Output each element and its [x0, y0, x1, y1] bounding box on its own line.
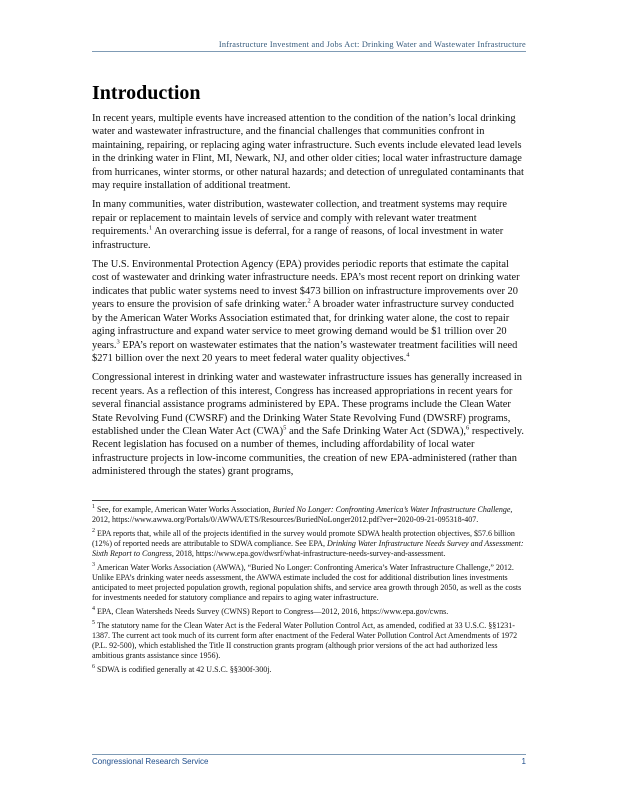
footnote-ref-5[interactable]: 5: [283, 424, 287, 432]
paragraph-2: [92, 198, 526, 252]
footnote-text: EPA reports that, while all of the projects identified in the survey would promote SDWA health protection objectives, $57.6 billion (12%) of reported needs are attributable to SDWA compliance. See EPA,: [92, 529, 515, 548]
footnote-number: 1: [92, 504, 95, 511]
footnote-number: 6: [92, 664, 95, 671]
paragraph-3-text-b: A broader water infrastructure survey conducted by the American Water Works Association estimated that, for drinking water alone, the cost to repair aging infrastructure and expand water service to meet growing demand would be $1 trillion over 20 years.: [92, 299, 514, 351]
footnote-ref-4[interactable]: 4: [406, 351, 410, 359]
footnote-4: [92, 607, 526, 617]
section-heading: Introduction: [92, 82, 201, 104]
footnote-text: The statutory name for the Clean Water Act is the Federal Water Pollution Control Act, as amended, codified at 33 U.S.C. §§1231-1387. The current act took much of its current form after enactment of the Federal Water Pollution Control Act Amendments of 1972 (P.L. 92-500), which established the Title II construction grants program (although prior versions of the act had authorized less ambitious grants assistance since 1956).: [92, 621, 518, 660]
footnote-text: See, for example, American Water Works Association,: [97, 505, 273, 514]
footnote-text: American Water Works Association (AWWA), “Buried No Longer: Confronting America’s Water Infrastructure Challenge,” 2012. Unlike EPA’s drinking water needs assessment, the AWWA estimate included the cost for additional distribution lines investments anticipated to meet projected population growth, regional population shifts, and service area growth through 2050, as well as the costs for investments needed for statutory compliance and repairs to aging water infrastructure.: [92, 563, 522, 602]
footnote-1: [92, 505, 526, 525]
body-text: [92, 112, 526, 485]
page-number: 1: [521, 757, 526, 766]
paragraph-2-text-a: In many communities, water distribution, wastewater collection, and treatment systems may require repair or replacement to maintain levels of service and comply with relevant water treatment requirements.: [92, 199, 507, 238]
footer-organization: Congressional Research Service: [92, 757, 209, 766]
paragraph-4: [92, 371, 526, 478]
paragraph-1-text: In recent years, multiple events have increased attention to the condition of the nation’s local drinking water and wastewater infrastructure, and the financial challenges that communities confront in maintaining, repairing, or replacing aging water infrastructure. Such events include elevated lead levels in the drinking water in Flint, MI, Newark, NJ, and other older cities; local water infrastructure damage from hurricanes, winter storms, or other natural hazards; and detection of unregulated contaminants that may require installation of additional treatment.: [92, 113, 524, 192]
paragraph-4-text-c: respectively. Recent legislation has focused on a number of themes, including affordability of local water infrastructure projects in low-income communities, the creation of new EPA-administered (rather than administered through the states) grant programs,: [92, 425, 524, 478]
footnote-3: [92, 563, 526, 603]
footnote-2: [92, 529, 526, 559]
header-divider: [92, 51, 526, 52]
footnote-number: 2: [92, 528, 95, 535]
footnote-6: [92, 665, 526, 675]
footer-divider: [92, 754, 526, 755]
paragraph-3-text-a: The U.S. Environmental Protection Agency (EPA) provides periodic reports that estimate the capital cost of wastewater and drinking water infrastructure needs. EPA’s most recent report on drinking water indicates that public water systems need to invest $473 billion on infrastructure improvements over 20 years to ensure the provision of safe drinking water.: [92, 259, 520, 311]
running-header: Infrastructure Investment and Jobs Act: Drinking Water and Wastewater Infrastructure: [218, 40, 526, 49]
footnote-number: 4: [92, 606, 95, 613]
footnote-url[interactable]: 2018, https://www.epa.gov/dwsrf/what-infrastructure-needs-survey-and-assessment.: [173, 549, 446, 558]
footnote-ref-2[interactable]: 2: [307, 297, 311, 305]
paragraph-4-text-b: and the Safe Drinking Water Act (SDWA),: [286, 425, 466, 437]
footnote-ref-1[interactable]: 1: [148, 224, 153, 232]
footnotes: [92, 505, 526, 679]
footnote-number: 3: [92, 562, 95, 569]
footnote-text: SDWA is codified generally at 42 U.S.C. §§300f-300j.: [97, 665, 272, 674]
footnote-ref-3[interactable]: 3: [116, 338, 120, 346]
paragraph-4-text-a: Congressional interest in drinking water and wastewater infrastructure issues has generally increased in recent years. As a reflection of this interest, Congress has increased appropriations in recent years for several financial assistance programs administered by EPA. These programs include the Clean Water State Revolving Fund (CWSRF) and the Drinking Water State Revolving Fund (DWSRF) programs, established under the Clean Water Act (CWA): [92, 372, 522, 437]
footnote-divider: [92, 500, 236, 501]
paragraph-3-text-c: EPA’s report on wastewater estimates that the nation’s wastewater treatment facilities will need $271 billion over the next 20 years to meet federal water quality objectives.: [92, 339, 518, 364]
footnote-ref-6[interactable]: 6: [466, 424, 470, 432]
footnote-text: EPA, Clean Watersheds Needs Survey (CWNS) Report to Congress—2012, 2016, https://www.epa.gov/cwns.: [97, 607, 449, 616]
footnote-title: Drinking Water Infrastructure Needs Survey and Assessment: Sixth Report to Congress,: [92, 539, 524, 558]
paragraph-1: [92, 112, 526, 192]
paragraph-2-text-b: An overarching issue is deferral, for a range of reasons, of local investment in water infrastructure.: [92, 226, 504, 251]
paragraph-3: [92, 258, 526, 365]
footnote-number: 5: [92, 620, 95, 627]
footnote-5: [92, 621, 526, 661]
footnote-title: Buried No Longer: Confronting America’s Water Infrastructure Challenge: [272, 505, 511, 514]
footnote-url[interactable]: , 2012, https://www.awwa.org/Portals/0/AWWA/ETS/Resources/BuriedNoLonger2012.pdf?ver=2020-09-21-095318-407.: [92, 505, 513, 524]
